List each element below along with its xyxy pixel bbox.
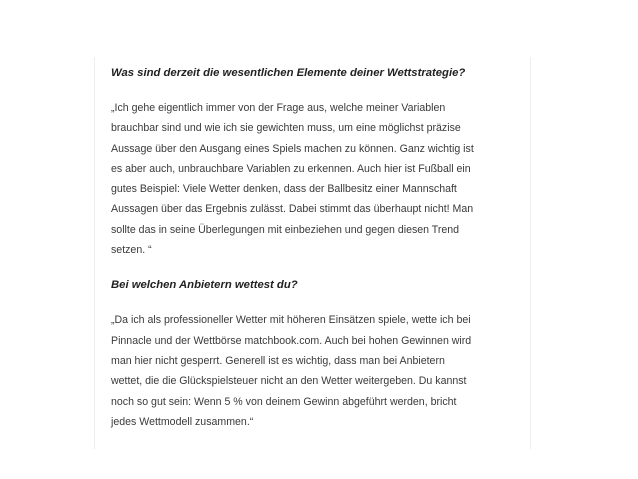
answer-line: noch so gut sein: Wenn 5 % von deinem Gewinn abgeführt werden, bricht [111, 395, 457, 408]
answer-line: Aussagen über das Ergebnis zulässt. Dabei stimmt das überhaupt nicht! Man [111, 203, 474, 216]
answer-line: man hier nicht gesperrt. Generell ist es wichtig, dass man bei Anbietern [111, 354, 445, 367]
answer-line: setzen. “ [111, 244, 152, 257]
answer-line: wettet, die die Glückspielsteuer nicht an den Wetter weitergeben. Du kannst [111, 375, 467, 388]
answer-line: gutes Beispiel: Viele Wetter denken, dass der Ballbesitz einer Mannschaft [111, 183, 457, 196]
answer-line: brauchbar sind und wie ich sie gewichten muss, um eine möglichst präzise [111, 122, 461, 135]
page-edge-left [94, 57, 95, 449]
answer-line: Aussage über den Ausgang eines Spiels machen zu können. Ganz wichtig ist [111, 142, 474, 155]
answer-line: es aber auch, unbrauchbare Variablen zu erkennen. Auch hier ist Fußball ein [111, 162, 471, 175]
answer-line: jedes Wettmodell zusammen.“ [111, 415, 254, 428]
answer-strategy [111, 98, 521, 260]
question-providers: Bei welchen Anbietern wettest du? [111, 279, 298, 292]
question-strategy: Was sind derzeit die wesentlichen Elemente deiner Wettstrategie? [111, 67, 466, 79]
answer-line: „Da ich als professioneller Wetter mit höheren Einsätzen spiele, wette ich bei [111, 314, 471, 327]
answer-line: Pinnacle und der Wettbörse matchbook.com. Auch bei hohen Gewinnen wird [111, 334, 472, 347]
page-edge-right [530, 57, 531, 449]
article-content [111, 62, 521, 432]
answer-providers [111, 310, 521, 432]
answer-line: sollte das in seine Überlegungen mit einbeziehen und gegen diesen Trend [111, 223, 460, 236]
answer-line: „Ich gehe eigentlich immer von der Frage aus, welche meiner Variablen [111, 102, 446, 114]
